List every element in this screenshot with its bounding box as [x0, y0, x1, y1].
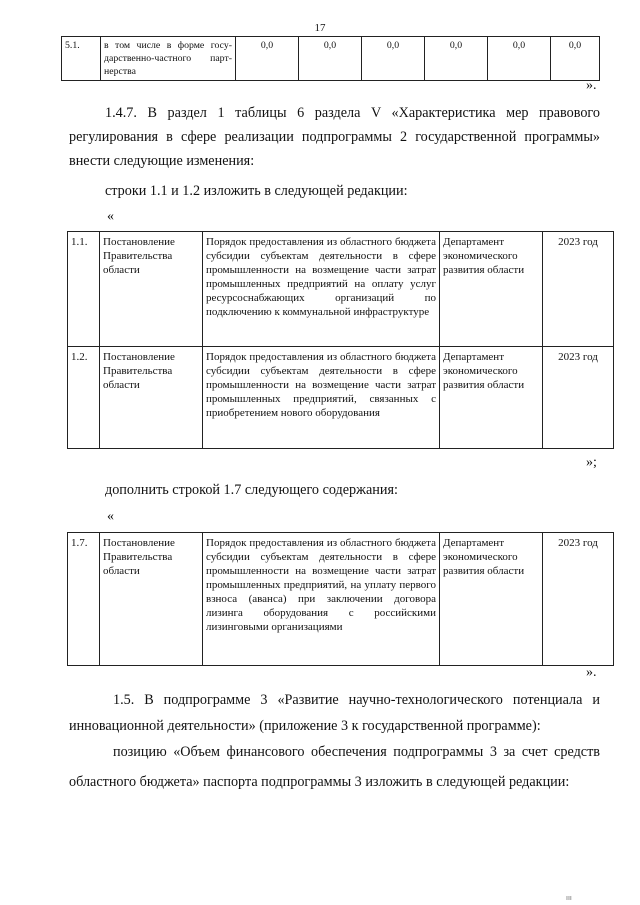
page-number: 17 — [314, 22, 326, 34]
paragraph-position: позицию «Объем финансового обеспечения подпрограммы 3 за счет средств областного бюджета» паспорта подпрограммы 3 изложить в следующей редакции: — [69, 744, 600, 790]
table-row — [68, 347, 614, 449]
table-row — [62, 37, 600, 81]
row-text: в том числе в форме госу-дарственно-частного парт-нерства — [101, 37, 236, 81]
row-content: Порядок предоставления из областного бюджета субсидии субъектам деятельности в сфере промышленности на возмещение части затрат промышленных предприятий, связанных с приобретением нового оборудования — [203, 347, 440, 449]
value-cell: 0,0 — [425, 37, 488, 81]
row-type: Постановление Правительства области — [100, 232, 203, 347]
footer-mark: ııı — [566, 894, 572, 902]
closing-quote: ». — [586, 665, 597, 680]
table-top-fragment — [61, 36, 600, 81]
row-number: 1.7. — [68, 533, 100, 666]
value-cell: 0,0 — [551, 37, 600, 81]
row-content: Порядок предоставления из областного бюджета субсидии субъектам деятельности в сфере промышленности на возмещение части затрат промышленных предприятий на оплату услуг ресурсоснабжающих организаций по подключению к коммунальной инфраструктуре — [203, 232, 440, 347]
row-number: 5.1. — [62, 37, 101, 81]
row-number: 1.2. — [68, 347, 100, 449]
table-row — [68, 533, 614, 666]
closing-quote: ». — [586, 78, 597, 93]
row-content: Порядок предоставления из областного бюджета субсидии субъектам деятельности в сфере промышленности на возмещение части затрат промышленных предприятий, на уплату первого взноса (аванса) при заключении договора лизинга оборудования с российскими лизинговыми организациями — [203, 533, 440, 666]
opening-quote: « — [107, 509, 114, 524]
row-type: Постановление Правительства области — [100, 347, 203, 449]
table-rows-1-1-1-2 — [67, 231, 614, 449]
value-cell: 0,0 — [488, 37, 551, 81]
opening-quote: « — [107, 209, 114, 224]
value-cell: 0,0 — [299, 37, 362, 81]
row-year: 2023 год — [543, 232, 614, 347]
row-number: 1.1. — [68, 232, 100, 347]
paragraph-rows-edit: строки 1.1 и 1.2 изложить в следующей редакции: — [105, 183, 408, 199]
value-cell: 0,0 — [236, 37, 299, 81]
row-executor: Департамент экономического развития области — [440, 533, 543, 666]
value-cell: 0,0 — [362, 37, 425, 81]
row-type: Постановление Правительства области — [100, 533, 203, 666]
paragraph-1-4-7: 1.4.7. В раздел 1 таблицы 6 раздела V «Характеристика мер правового регулирования в сфере реализации подпрограммы 2 государственной программы» внести следующие изменения: — [69, 105, 600, 169]
row-executor: Департамент экономического развития области — [440, 232, 543, 347]
closing-quote: »; — [586, 455, 597, 470]
table-row — [68, 232, 614, 347]
table-row-1-7 — [67, 532, 614, 666]
row-year: 2023 год — [543, 347, 614, 449]
paragraph-add-row: дополнить строкой 1.7 следующего содержания: — [105, 482, 398, 498]
paragraph-1-5: 1.5. В подпрограмме 3 «Развитие научно-технологического потенциала и инновационной деятельности» (приложение 3 к государственной программе): — [69, 692, 600, 734]
row-year: 2023 год — [543, 533, 614, 666]
row-executor: Департамент экономического развития области — [440, 347, 543, 449]
